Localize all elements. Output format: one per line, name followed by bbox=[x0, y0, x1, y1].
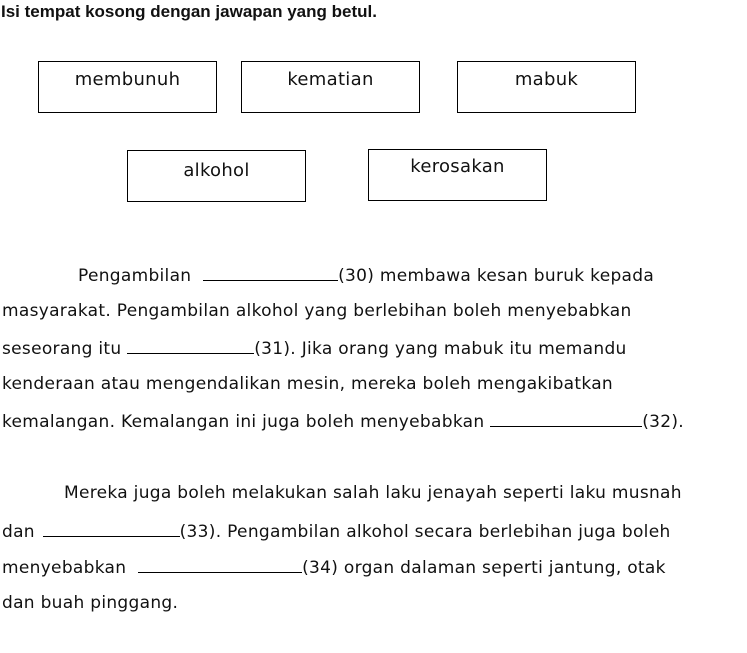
text-segment: kemalangan. Kemalangan ini juga boleh menyebabkan bbox=[2, 412, 485, 432]
word-box-membunuh[interactable]: membunuh bbox=[38, 61, 217, 113]
paragraph-1-line-3 bbox=[2, 337, 627, 359]
word-box-kerosakan[interactable]: kerosakan bbox=[368, 149, 547, 201]
text-segment: (32). bbox=[642, 412, 684, 432]
paragraph-1-line-1 bbox=[78, 264, 654, 286]
paragraph-2-line-2 bbox=[2, 520, 671, 542]
word-box-mabuk[interactable]: mabuk bbox=[457, 61, 636, 113]
paragraph-2-line-3 bbox=[2, 556, 666, 578]
blank-31[interactable] bbox=[127, 337, 254, 354]
paragraph-1-line-2: masyarakat. Pengambilan alkohol yang berlebihan boleh menyebabkan bbox=[2, 301, 632, 321]
instruction-heading: Isi tempat kosong dengan jawapan yang betul. bbox=[1, 2, 377, 21]
word-box-kematian[interactable]: kematian bbox=[241, 61, 420, 113]
text-segment: (34) organ dalaman seperti jantung, otak bbox=[302, 558, 666, 578]
blank-32[interactable] bbox=[490, 410, 642, 427]
text-segment: (30) membawa kesan buruk kepada bbox=[338, 266, 655, 286]
word-box-alkohol[interactable]: alkohol bbox=[127, 150, 306, 202]
text-segment: seseorang itu bbox=[2, 339, 122, 359]
paragraph-1-line-4: kenderaan atau mengendalikan mesin, mereka boleh mengakibatkan bbox=[2, 374, 613, 394]
text-segment: menyebabkan bbox=[2, 558, 127, 578]
blank-34[interactable] bbox=[138, 556, 302, 573]
text-segment: Pengambilan bbox=[78, 266, 192, 286]
blank-30[interactable] bbox=[203, 264, 338, 281]
text-segment: (31). Jika orang yang mabuk itu memandu bbox=[254, 339, 627, 359]
paragraph-2-line-1: Mereka juga boleh melakukan salah laku jenayah seperti laku musnah bbox=[64, 483, 682, 503]
paragraph-1-line-5 bbox=[2, 410, 684, 432]
blank-33[interactable] bbox=[43, 520, 180, 537]
text-segment: (33). Pengambilan alkohol secara berlebihan juga boleh bbox=[179, 522, 671, 542]
paragraph-2-line-4: dan buah pinggang. bbox=[2, 593, 179, 613]
text-segment: dan bbox=[2, 522, 35, 542]
